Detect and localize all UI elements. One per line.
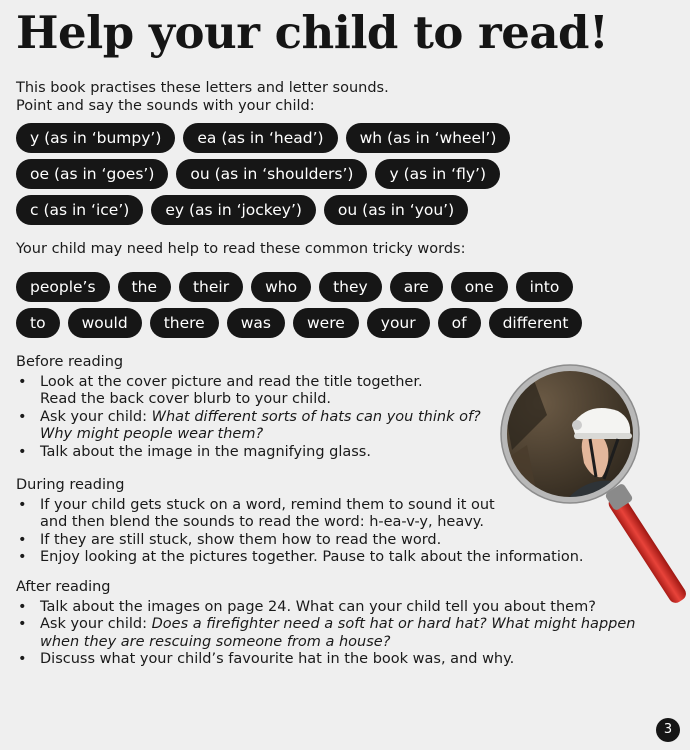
letter-sounds [16, 123, 676, 231]
list-item-line: • Discuss what your child’s favourite hat in the book was, and why. [40, 651, 515, 667]
page-number: 3 [656, 718, 680, 742]
list-item-line: • Talk about the image in the magnifying glass. [40, 443, 371, 460]
sound-pill: ey (as in ‘jockey’) [151, 195, 316, 225]
tricky-words [16, 272, 676, 344]
magnifier-handle [604, 483, 688, 606]
word-pill: who [251, 272, 311, 302]
word-pill: was [227, 308, 285, 338]
after-reading-heading: After reading [16, 579, 111, 595]
sound-row-3 [16, 195, 676, 225]
list-item-question: Does a firefighter need a soft hat or hard hat? What might happen [151, 616, 636, 632]
sound-pill: wh (as in ‘wheel’) [346, 123, 511, 153]
word-pill: there [150, 308, 219, 338]
word-pill: the [118, 272, 171, 302]
list-item [16, 616, 666, 651]
word-pill: are [390, 272, 443, 302]
sound-pill: ou (as in ‘shoulders’) [176, 159, 367, 189]
word-pill: people’s [16, 272, 110, 302]
sound-pill: c (as in ‘ice’) [16, 195, 143, 225]
sound-pill: y (as in ‘fly’) [375, 159, 500, 189]
during-reading-heading: During reading [16, 477, 125, 493]
list-item-line: • Enjoy looking at the pictures together. Pause to talk about the information. [40, 549, 584, 565]
list-item-line: and then blend the sounds to read the word: h-ea-v-y, heavy. [40, 514, 484, 530]
list-item-question: What different sorts of hats can you think of? [151, 408, 481, 425]
list-item-line [40, 634, 666, 652]
list-item-line: • Look at the cover picture and read the title together. [40, 373, 423, 390]
list-item-line: Read the back cover blurb to your child. [40, 391, 332, 407]
intro-line-2: Point and say the sounds with your child: [16, 98, 315, 114]
tricky-row-1 [16, 272, 676, 302]
list-item-line: • If your child gets stuck on a word, remind them to sound it out [40, 496, 495, 513]
sound-pill: ou (as in ‘you’) [324, 195, 468, 225]
word-pill: to [16, 308, 60, 338]
tricky-words-label: Your child may need help to read these common tricky words: [16, 241, 466, 257]
list-item [16, 651, 666, 669]
word-pill: into [516, 272, 574, 302]
list-item-line: • Talk about the images on page 24. What can your child tell you about them? [40, 598, 596, 615]
list-item-prefix: Ask your child: [40, 408, 152, 425]
word-pill: their [179, 272, 243, 302]
list-item-prefix: Ask your child: [40, 616, 152, 632]
word-pill: would [68, 308, 142, 338]
word-pill: different [489, 308, 583, 338]
tricky-row-2 [16, 308, 676, 338]
list-item-line: • If they are still stuck, show them how to read the word. [40, 531, 442, 548]
sound-pill: oe (as in ‘goes’) [16, 159, 168, 189]
word-pill: were [293, 308, 359, 338]
page-title: Help your child to read! [16, 6, 609, 59]
list-item-question: Why might people wear them? [40, 426, 264, 442]
sound-pill: y (as in ‘bumpy’) [16, 123, 175, 153]
word-pill: of [438, 308, 481, 338]
intro-text [16, 79, 656, 115]
sound-pill: ea (as in ‘head’) [183, 123, 337, 153]
sound-row-1 [16, 123, 676, 153]
before-reading-heading: Before reading [16, 354, 124, 370]
sound-row-2 [16, 159, 676, 189]
word-pill: they [319, 272, 382, 302]
word-pill: one [451, 272, 508, 302]
list-item-line [40, 616, 666, 634]
magnifying-glass-image [492, 355, 690, 615]
list-item-question: when they are rescuing someone from a house? [40, 633, 391, 650]
word-pill: your [367, 308, 430, 338]
intro-line-1: This book practises these letters and letter sounds. [16, 80, 389, 96]
